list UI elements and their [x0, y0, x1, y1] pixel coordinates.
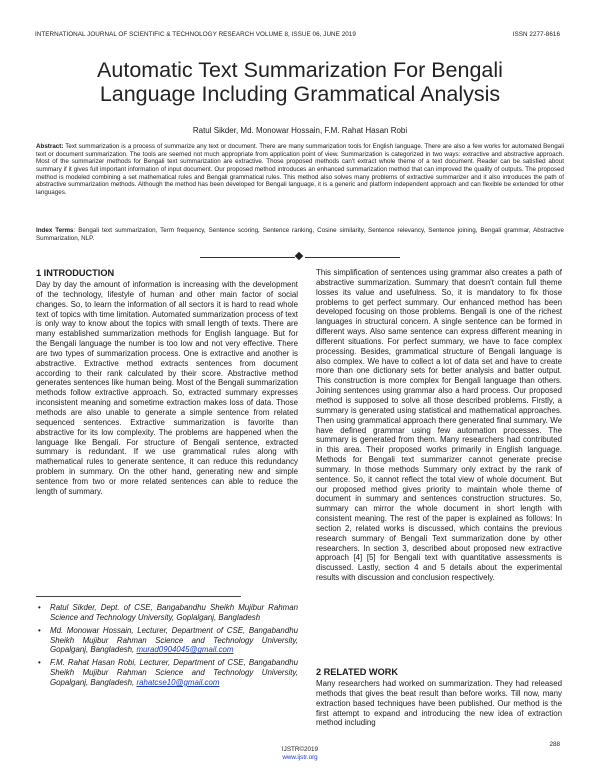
website-link[interactable]: www.ijstr.org	[282, 754, 318, 761]
right-column	[316, 268, 562, 583]
page-number: 288	[549, 741, 560, 748]
footnote-item	[36, 658, 298, 688]
index-terms	[36, 227, 564, 242]
divider-line-right	[305, 257, 400, 258]
footnote-item	[36, 626, 298, 656]
related-work-text: Many researchers had worked on summarization. They had released methods that gives the beat result than before works. Till now, many extraction based techniques have been published. Our method is the first attempt to expand and introducing the new idea of extraction method including	[316, 679, 562, 728]
bullet-icon: •	[38, 603, 41, 612]
author-footnotes	[36, 603, 298, 691]
email-link[interactable]: murad0904045@gmail.com	[136, 645, 234, 655]
abstract-text: Text summarization is a process of summarize any text or document. There are many summarization tools for English language. There are also a few works for automated Bengali text or document summarization. The tools are seemed not much appropriate from application point of view. Summarization is categorized in two ways: extractive and abstractive approach. Most of the summarizer methods for Bengali text summarization are extractive. Those proposed methods can't extract whole theme of a text document. Reader can be satisfied about summary if it gives full important information of input document. Our proposed method introduces an enhanced summarization method that can improved the quality of outputs. The proposed method is modeled combining a set mathematical rules and Bengali grammatical rules. This method also solves many problems of extractive summarizer and it also introduces the path of abstractive summarization methods. Although the method has been developed for Bengali language, it is a generic and platform independent approach and can flexible be extended for other languages.	[36, 143, 564, 196]
footnote-text: F.M. Rahat Hasan Robi, Lecturer, Department of CSE, Bangabandhu Sheikh Mujibur Rahman Science and Technology University, Gopalganj, Bangladesh,	[50, 658, 298, 687]
section-divider	[0, 253, 600, 261]
footer-copyright: IJSTR©2019	[281, 746, 319, 753]
title-line-2: Language Including Grammatical Analysis	[99, 82, 501, 106]
email-link[interactable]: rahatcse10@gmail.com	[136, 677, 220, 687]
footnote-rule	[36, 596, 241, 597]
footnote-text: Md. Monowar Hossain, Lecturer, Department of CSE, Bangabandhu Sheikh Mujibur Rahman Science and Technology University, Gopalganj, Bangladesh,	[50, 625, 298, 655]
introduction-heading: 1 INTRODUCTION	[36, 268, 115, 278]
divider-line-left	[200, 257, 295, 258]
title-line-1: Automatic Text Summarization For Bengali	[97, 58, 503, 82]
bullet-icon: •	[38, 658, 41, 668]
index-terms-text: : Bengali text summarization, Term frequency, Sentence scoring, Sentence ranking, Cosine similarity, Sentence relevancy, Sentence joining, Bengali grammar, Abstractive Summarization, NLP.	[36, 227, 565, 242]
footer-website	[0, 754, 600, 761]
related-work-heading: 2 RELATED WORK	[316, 667, 399, 677]
footnote-text: Ratul Sikder, Dept. of CSE, Bangabandhu Sheikh Mujibur Rahman Science and Technology University, Goplalganj, Bangladesh	[50, 603, 298, 622]
issn-label: ISSN 2277-8616	[512, 31, 560, 38]
index-terms-label: Index Terms	[36, 227, 74, 234]
divider-diamond-icon	[295, 252, 303, 260]
left-column	[36, 268, 298, 497]
abstract-label: Abstract:	[36, 143, 64, 150]
abstract	[36, 143, 564, 197]
footnote-item	[36, 603, 298, 623]
introduction-text: Day by day the amount of information is increasing with the development of the technology, lifestyle of human and other main factor of social changes. So, to learn the information of all sectors it is hard to read whole text of topics with time limitation. Automated summarization process of text is only way to know about the topics with small length of texts. There are many established summarization methods for English language. But for the Bengali language the number is too low and not very effective. There are two types of summarization process. One is extractive and another is abstractive. Extractive method extracts sentences from document according to their rank calculated by their score. Abstractive method generates sentences like human being. Most of the Bengali summarization methods follow extractive approach. So, extracted summary expresses inconsistent meaning and sometime extraction makes loss of data. Those methods are also unable to generate a simple sentence from related sequenced sentences. Extractive summarization is favorite than abstractive for its low complexity. The problems are happened when the language like Bengali. For structure of Bengali sentence, extracted summary is redundant. If we use grammatical rules along with mathematical rules to generate sentence, it can reduce this redundancy problem in summary. On the other hand, generating new and simple sentence from two or more related sentences can able to reduce the length of summary.	[36, 280, 298, 496]
introduction-continued-text: This simplification of sentences using grammar also creates a path of abstractive summarization. Summary that doesn't contain full theme losses its value and usefulness. So, it is mandatory to fix those problems to get perfect summary. Our enhanced method has been developed focusing on those problems. Bengali is one of the richest languages in structural concern. A single sentence can be formed in different ways. Also same sentence can express different meaning in different situations. For perfect summary, we have to face complex processing. Besides, grammatical structure of Bengali language is also complex. We have to collect a lot of data set and have to create more than one dictionary sets for better analysis and batter output. This construction is more complex for Bengali language than others. Joining sentences using grammar also a hard process. Our proposed method is supposed to solve all those described problems. Firstly, a summary is generated using statistical and mathematical approaches. Then using grammatical approach there generated final summary. We have defined grammar using few automation processes. The summary is generated from them. Many researchers had contributed in this area. Their proposed works primarily in English language. Methods for Bengali text summarizer cannot generate precise summary. In those methods Summary only extract by the rank of sentence. So, it cannot reflect the total view of whole document. But our proposed method gives priority to maintain whole theme of document in summary and sentences construction structures. So, summary can mirror the whole document in short length with consistent meaning. The rest of the paper is explained as follows: In section 2, related works is discussed, which contains the previous research summary of Bengali Text summarization done by other researchers. In section 3, described about proposed new extractive approach [4] [5] for Bengali text with quantitative assessments is discussed. Lastly, section 4 and 5 details about the experimental results with discussion and conclusion respectively.	[316, 268, 562, 583]
author-list: Ratul Sikder, Md. Monowar Hossain, F.M. Rahat Hasan Robi	[192, 126, 408, 135]
journal-header: INTERNATIONAL JOURNAL OF SCIENTIFIC & TECHNOLOGY RESEARCH VOLUME 8, ISSUE 06, JUNE 2019	[35, 31, 356, 38]
bullet-icon: •	[38, 625, 41, 635]
paper-title	[0, 58, 600, 106]
